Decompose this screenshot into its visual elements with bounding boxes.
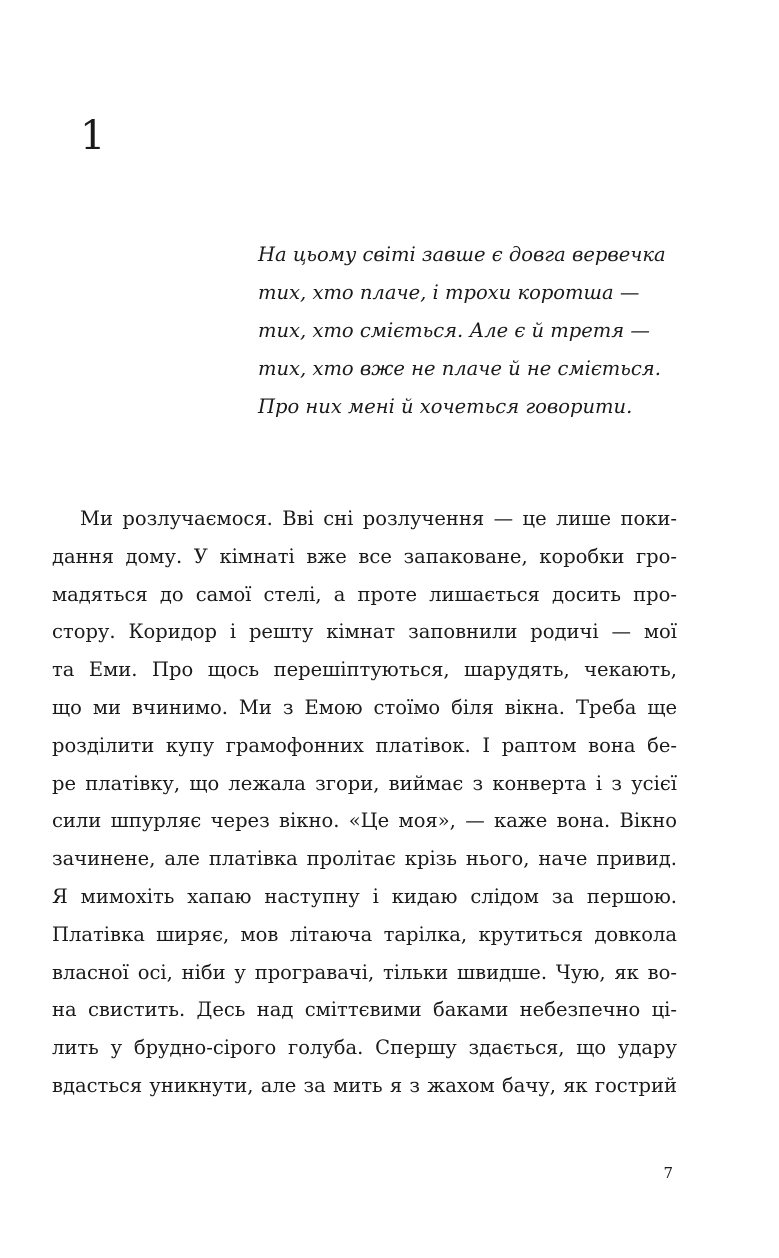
body-line: на свистить. Десь над сміттєвими баками небезпечно ці-	[52, 998, 677, 1022]
body-line: лить у брудно-сірого голуба. Спершу здається, що удару	[52, 1036, 677, 1060]
body-line: що ми вчинимо. Ми з Емою стоїмо біля вікна. Треба ще	[52, 695, 677, 719]
body-line: та Еми. Про щось перешіптуються, шарудять, чекають,	[52, 658, 677, 682]
body-line: дання дому. У кімнаті вже все запаковане, коробки гро-	[52, 544, 677, 568]
body-line: стору. Коридор і решту кімнат заповнили родичі — мої	[52, 620, 677, 644]
body-paragraph	[52, 500, 677, 1105]
epigraph-line: На цьому світі завше є довга вервечка	[258, 243, 666, 266]
page-number: 7	[663, 1164, 673, 1182]
body-line: Я мимохіть хапаю наступну і кидаю слідом за першою.	[52, 884, 677, 908]
body-line: Платівка ширяє, мов літаюча тарілка, крутиться довкола	[52, 922, 677, 946]
body-line: Ми розлучаємося. Вві сні розлучення — це лише поки-	[80, 507, 677, 530]
body-line: власної осі, ніби у програвачі, тільки швидше. Чую, як во-	[52, 960, 677, 984]
body-line: мадяться до самої стелі, а проте лишається досить про-	[52, 582, 677, 606]
epigraph-line: тих, хто плаче, і трохи коротша —	[258, 281, 640, 304]
body-line: сили шпурляє через вікно. «Це моя», — каже вона. Вікно	[52, 809, 677, 833]
epigraph	[258, 236, 688, 426]
body-line: розділити купу грамофонних платівок. І раптом вона бе-	[52, 733, 677, 757]
body-line: зачинене, але платівка пролітає крізь нього, наче привид.	[52, 847, 677, 871]
chapter-number: 1	[80, 113, 106, 159]
epigraph-line: тих, хто вже не плаче й не сміється.	[258, 357, 661, 380]
body-line: ре платівку, що лежала згори, виймає з конверта і з усієї	[52, 771, 677, 795]
epigraph-line: Про них мені й хочеться говорити.	[258, 395, 633, 418]
body-line: вдасться уникнути, але за мить я з жахом бачу, як гострий	[52, 1073, 677, 1097]
epigraph-line: тих, хто сміється. Але є й третя —	[258, 319, 650, 342]
